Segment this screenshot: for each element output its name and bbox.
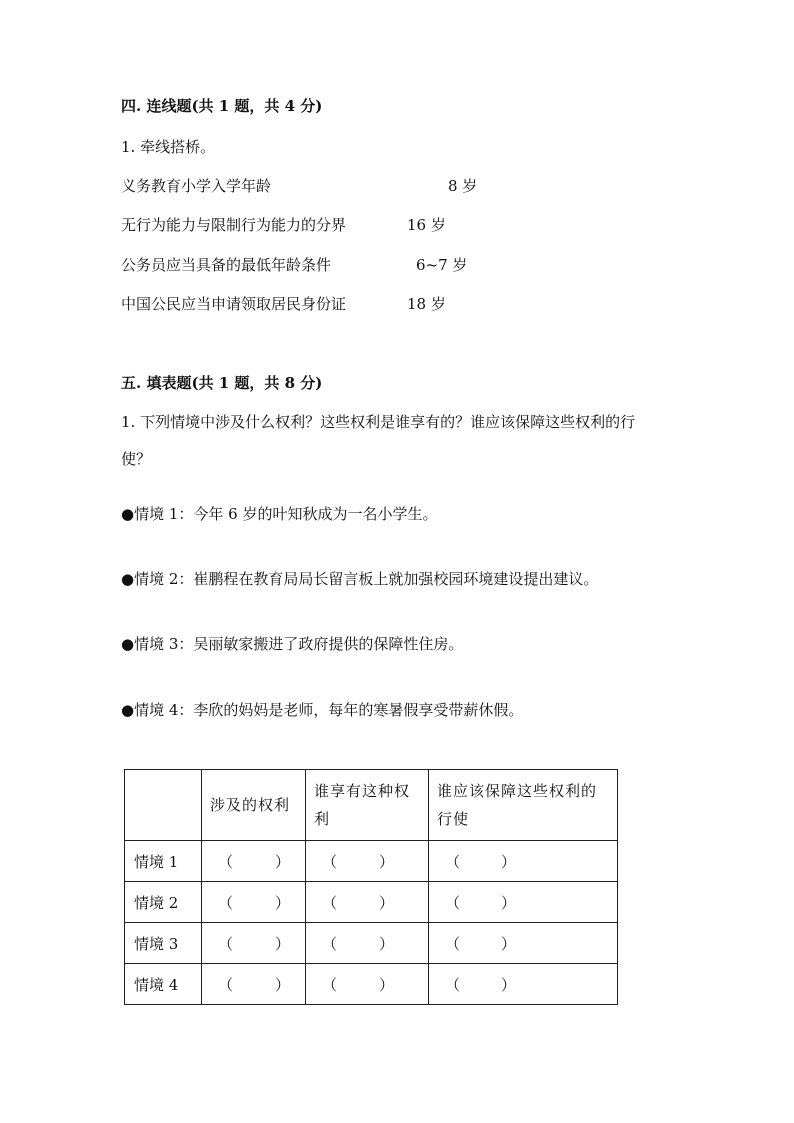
scenario-2: ●情境 2：崔鹏程在教育局局长留言板上就加强校园环境建设提出建议。 bbox=[121, 570, 599, 588]
open-paren: （ bbox=[322, 894, 338, 912]
question-5-1-line-1: 1. 下列情境中涉及什么权利？这些权利是谁享有的？谁应该保障这些权利的行 bbox=[121, 413, 636, 431]
table-header-guarantor: 谁应该保障这些权利的行使 bbox=[429, 770, 618, 841]
table-header-holder: 谁享有这种权利 bbox=[306, 770, 429, 841]
blank-cell-holder[interactable] bbox=[306, 964, 429, 1005]
scenario-3: ●情境 3：吴丽敏家搬进了政府提供的保障性住房。 bbox=[121, 635, 464, 653]
table-row bbox=[125, 923, 618, 964]
table-row bbox=[125, 964, 618, 1005]
open-paren: （ bbox=[445, 976, 461, 994]
close-paren: ） bbox=[379, 894, 395, 912]
table-row bbox=[125, 882, 618, 923]
close-paren: ） bbox=[501, 894, 517, 912]
blank-cell-rights[interactable] bbox=[202, 841, 306, 882]
question-4-1: 1. 牵线搭桥。 bbox=[121, 138, 216, 156]
close-paren: ） bbox=[275, 853, 291, 871]
close-paren: ） bbox=[275, 894, 291, 912]
open-paren: （ bbox=[218, 935, 234, 953]
table-header-rights: 涉及的权利 bbox=[202, 770, 306, 841]
blank-cell-guarantor[interactable] bbox=[429, 964, 618, 1005]
close-paren: ） bbox=[275, 976, 291, 994]
open-paren: （ bbox=[218, 853, 234, 871]
row-label-3: 情境 3 bbox=[125, 923, 202, 964]
close-paren: ） bbox=[379, 976, 395, 994]
blank-cell-holder[interactable] bbox=[306, 882, 429, 923]
match-left-item-2: 无行为能力与限制行为能力的分界 bbox=[121, 216, 347, 234]
blank-cell-holder[interactable] bbox=[306, 923, 429, 964]
open-paren: （ bbox=[322, 853, 338, 871]
open-paren: （ bbox=[218, 894, 234, 912]
row-label-1: 情境 1 bbox=[125, 841, 202, 882]
scenario-4: ●情境 4：李欣的妈妈是老师，每年的寒暑假享受带薪休假。 bbox=[121, 701, 524, 719]
match-left-item-4: 中国公民应当申请领取居民身份证 bbox=[121, 295, 347, 313]
section-5-heading: 五. 填表题(共 1 题，共 8 分) bbox=[121, 374, 323, 392]
match-right-item-1: 8 岁 bbox=[448, 177, 478, 195]
table-header-empty bbox=[125, 770, 202, 841]
open-paren: （ bbox=[445, 853, 461, 871]
close-paren: ） bbox=[501, 935, 517, 953]
open-paren: （ bbox=[445, 894, 461, 912]
answer-table bbox=[124, 769, 618, 1005]
match-left-item-1: 义务教育小学入学年龄 bbox=[121, 177, 272, 195]
close-paren: ） bbox=[275, 935, 291, 953]
close-paren: ） bbox=[379, 853, 395, 871]
match-right-item-2: 16 岁 bbox=[407, 216, 446, 234]
blank-cell-guarantor[interactable] bbox=[429, 841, 618, 882]
open-paren: （ bbox=[218, 976, 234, 994]
match-right-item-4: 18 岁 bbox=[407, 295, 446, 313]
row-label-4: 情境 4 bbox=[125, 964, 202, 1005]
open-paren: （ bbox=[322, 935, 338, 953]
blank-cell-rights[interactable] bbox=[202, 964, 306, 1005]
match-left-item-3: 公务员应当具备的最低年龄条件 bbox=[121, 256, 332, 274]
blank-cell-rights[interactable] bbox=[202, 923, 306, 964]
open-paren: （ bbox=[322, 976, 338, 994]
question-5-1-line-2: 使？ bbox=[121, 450, 152, 468]
section-4-heading: 四. 连线题(共 1 题，共 4 分) bbox=[121, 97, 323, 115]
table-header-row bbox=[125, 770, 618, 841]
blank-cell-guarantor[interactable] bbox=[429, 923, 618, 964]
close-paren: ） bbox=[379, 935, 395, 953]
open-paren: （ bbox=[445, 935, 461, 953]
scenario-1: ●情境 1：今年 6 岁的叶知秋成为一名小学生。 bbox=[121, 505, 438, 523]
row-label-2: 情境 2 bbox=[125, 882, 202, 923]
blank-cell-holder[interactable] bbox=[306, 841, 429, 882]
table-row bbox=[125, 841, 618, 882]
blank-cell-rights[interactable] bbox=[202, 882, 306, 923]
close-paren: ） bbox=[501, 853, 517, 871]
blank-cell-guarantor[interactable] bbox=[429, 882, 618, 923]
match-right-item-3: 6~7 岁 bbox=[416, 256, 468, 274]
close-paren: ） bbox=[501, 976, 517, 994]
